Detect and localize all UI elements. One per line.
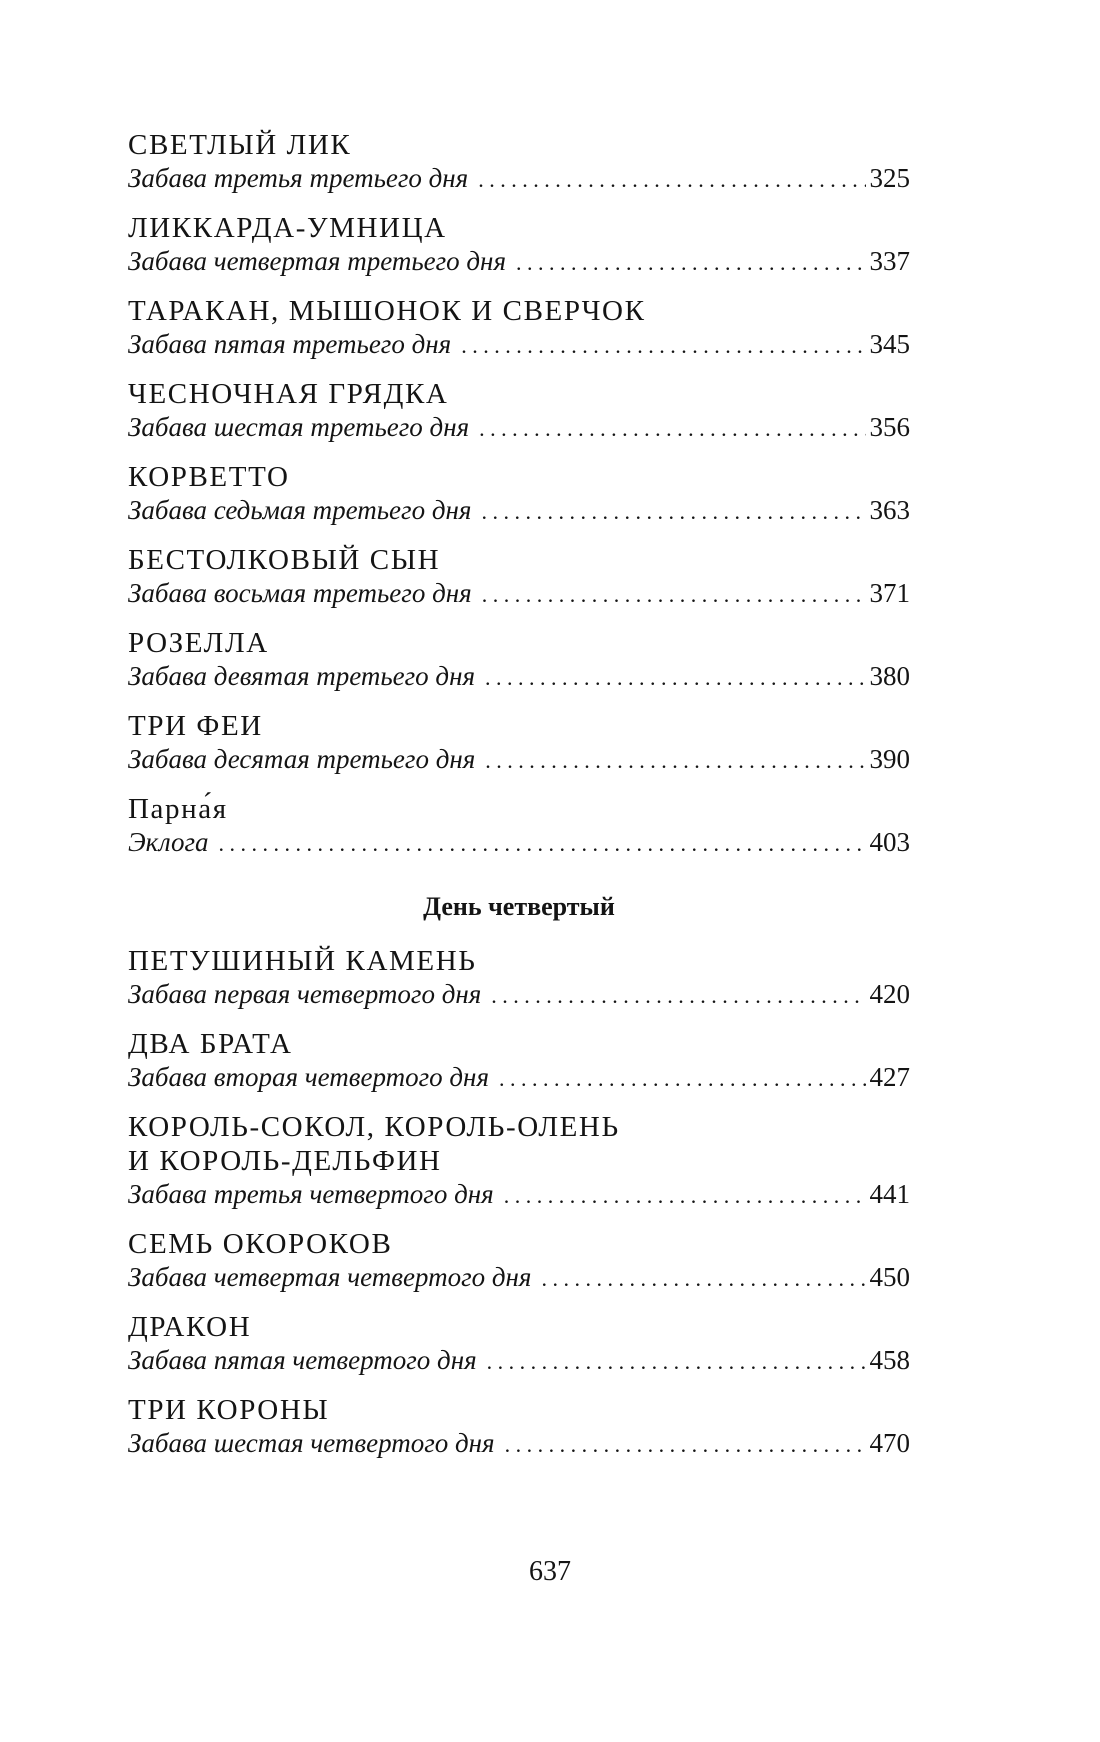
toc-entry-subtitle: Забава первая четвертого дня — [128, 979, 482, 1009]
toc-entry-title: ДРАКОН — [128, 1311, 252, 1343]
toc-entry-subtitle: Забава десятая третьего дня — [128, 744, 476, 774]
toc-entry-title: ЧЕСНОЧНАЯ ГРЯДКА — [128, 378, 449, 410]
page-number: 637 — [529, 1556, 571, 1587]
toc-entry-line — [128, 1261, 910, 1295]
dot-leader — [481, 496, 865, 528]
toc-list-day-four — [128, 944, 910, 1461]
dot-leader — [499, 1063, 866, 1095]
toc-entry-line — [128, 1427, 910, 1461]
toc-entry-title: ПЕТУШИНЫЙ КАМЕНЬ — [128, 945, 477, 977]
toc-entry — [128, 792, 910, 860]
toc-entry-page: 427 — [869, 1062, 910, 1092]
toc-entry-line — [128, 245, 910, 279]
toc-entry-subtitle: Забава третья третьего дня — [128, 163, 469, 193]
toc-entry-line — [128, 328, 910, 362]
toc-entry — [128, 1027, 910, 1095]
toc-entry-subtitle: Забава восьмая третьего дня — [128, 578, 472, 608]
dot-leader — [485, 745, 865, 777]
toc-entry — [128, 1393, 910, 1461]
dot-leader — [505, 1429, 866, 1461]
toc-entry-page: 356 — [869, 412, 910, 442]
toc-entry-title: КОРВЕТТО — [128, 461, 290, 493]
toc-entry-page: 403 — [869, 827, 910, 857]
toc-entry — [128, 377, 910, 445]
toc-entry-title-continued: И КОРОЛЬ-ДЕЛЬФИН — [128, 1145, 442, 1177]
toc-entry-line — [128, 978, 910, 1012]
toc-entry-page: 420 — [869, 979, 910, 1009]
toc-entry-line — [128, 577, 910, 611]
toc-entry-title: БЕСТОЛКОВЫЙ СЫН — [128, 544, 441, 576]
toc-entry-subtitle: Забава вторая четвертого дня — [128, 1062, 489, 1092]
toc-entry-page: 470 — [869, 1428, 910, 1458]
toc-entry-line — [128, 1344, 910, 1378]
toc-entry-page: 337 — [869, 246, 910, 276]
toc-entry — [128, 128, 910, 196]
toc-entry-line — [128, 411, 910, 445]
toc-entry-subtitle: Забава шестая четвертого дня — [128, 1428, 495, 1458]
toc-entry — [128, 709, 910, 777]
dot-leader — [491, 980, 865, 1012]
toc-entry-subtitle: Забава шестая третьего дня — [128, 412, 470, 442]
toc-entry — [128, 294, 910, 362]
toc-entry-page: 325 — [869, 163, 910, 193]
table-of-contents — [128, 128, 910, 1476]
toc-entry-page: 345 — [869, 329, 910, 359]
toc-entry — [128, 211, 910, 279]
dot-leader — [479, 413, 865, 445]
dot-leader — [478, 164, 865, 196]
toc-entry-page: 390 — [869, 744, 910, 774]
toc-entry — [128, 626, 910, 694]
toc-entry-page: 441 — [869, 1179, 910, 1209]
dot-leader — [461, 330, 865, 362]
toc-entry-title: Парна́я — [128, 793, 228, 825]
toc-entry-subtitle: Забава девятая третьего дня — [128, 661, 476, 691]
dot-leader — [516, 247, 866, 279]
toc-entry-page: 380 — [869, 661, 910, 691]
toc-entry — [128, 460, 910, 528]
toc-entry-title: ДВА БРАТА — [128, 1028, 293, 1060]
toc-entry-title: РОЗЕЛЛА — [128, 627, 269, 659]
toc-entry — [128, 1110, 910, 1212]
toc-entry-subtitle: Забава пятая четвертого дня — [128, 1345, 477, 1375]
toc-entry-title: ТРИ ФЕИ — [128, 710, 263, 742]
toc-entry — [128, 1310, 910, 1378]
toc-entry-line — [128, 1061, 910, 1095]
toc-entry-line — [128, 743, 910, 777]
dot-leader — [482, 579, 866, 611]
dot-leader — [485, 662, 865, 694]
toc-entry-line — [128, 162, 910, 196]
toc-entry-title: ЛИККАРДА-УМНИЦА — [128, 212, 447, 244]
section-heading: День четвертый — [423, 892, 615, 921]
toc-entry-page: 363 — [869, 495, 910, 525]
toc-entry-line — [128, 1178, 910, 1212]
toc-entry-title: ТАРАКАН, МЫШОНОК И СВЕРЧОК — [128, 295, 646, 327]
toc-entry-subtitle: Эклога — [128, 827, 209, 857]
toc-entry — [128, 944, 910, 1012]
toc-entry-subtitle: Забава пятая третьего дня — [128, 329, 452, 359]
toc-entry — [128, 543, 910, 611]
toc-entry-subtitle: Забава четвертая третьего дня — [128, 246, 506, 276]
toc-entry — [128, 1227, 910, 1295]
toc-entry-title: ТРИ КОРОНЫ — [128, 1394, 330, 1426]
toc-entry-line — [128, 826, 910, 860]
toc-entry-subtitle: Забава четвертая четвертого дня — [128, 1262, 532, 1292]
toc-entry-title: СВЕТЛЫЙ ЛИК — [128, 129, 352, 161]
dot-leader — [541, 1263, 865, 1295]
toc-entry-page: 450 — [869, 1262, 910, 1292]
toc-entry-subtitle: Забава седьмая третьего дня — [128, 495, 472, 525]
toc-entry-page: 371 — [869, 578, 910, 608]
dot-leader — [504, 1180, 866, 1212]
toc-entry-page: 458 — [869, 1345, 910, 1375]
toc-entry-line — [128, 494, 910, 528]
toc-entry-line — [128, 660, 910, 694]
dot-leader — [487, 1346, 866, 1378]
toc-entry-title: КОРОЛЬ-СОКОЛ, КОРОЛЬ-ОЛЕНЬ — [128, 1111, 620, 1143]
toc-list-day-three — [128, 128, 910, 860]
toc-entry-subtitle: Забава третья четвертого дня — [128, 1179, 494, 1209]
dot-leader — [219, 828, 866, 860]
toc-entry-title: СЕМЬ ОКОРОКОВ — [128, 1228, 393, 1260]
